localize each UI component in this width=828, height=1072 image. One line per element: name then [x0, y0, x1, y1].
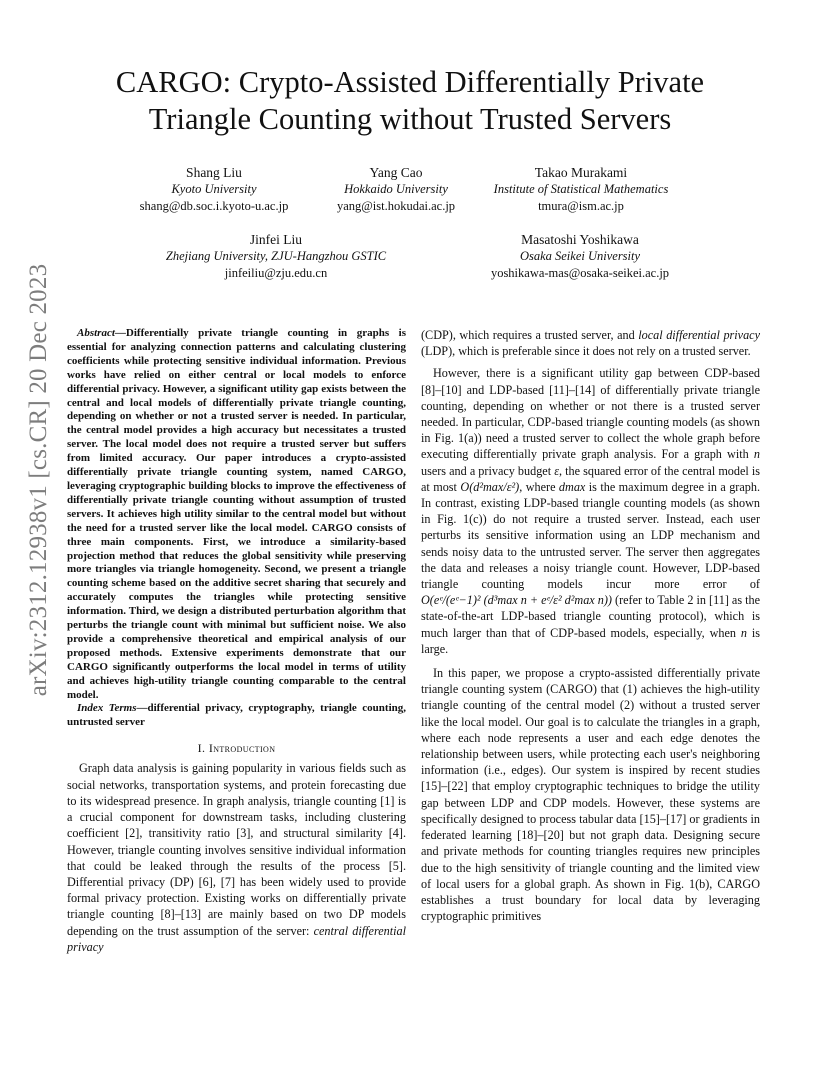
intro-text: Graph data analysis is gaining popularity in various fields such as social networks, transportation systems, and protein forecasting due to its widespread presence. In graph analysis, triangle counting [1] is a crucial component for downstream tasks, including clustering coefficient [2], transitivity ratio [3], and structural similarity [4]. However, triangle counting involves sensitive individual information that could be leaked through the results of the process [5]. Differential privacy (DP) [6], [7] has been widely used to provide formal privacy protection. Existing works on differentially private triangle counting [8]–[13] are mainly based on two DP models depending on the trust assumption of the server: — [67, 761, 406, 938]
para-text: , where — [519, 479, 559, 494]
arxiv-stamp — [18, 263, 60, 697]
continued-paragraph — [421, 327, 760, 359]
para-text: (CDP), which requires a trusted server, and — [421, 328, 639, 342]
proposal-paragraph — [421, 665, 760, 924]
intro-emphasis: central differential privacy — [67, 923, 407, 954]
math-epsilon: ε — [554, 463, 560, 478]
author-block-4 — [166, 231, 386, 282]
author-affiliation: Zhejiang University, ZJU-Hangzhou GSTIC — [165, 249, 387, 263]
abstract-label: Abstract — [77, 327, 115, 339]
author-name: Shang Liu — [186, 165, 242, 180]
para-emphasis: local differential privacy — [638, 328, 761, 342]
utility-gap-paragraph — [421, 365, 760, 657]
author-affiliation: Osaka Seikei University — [519, 249, 641, 263]
section-heading — [67, 740, 406, 756]
author-email[interactable]: tmura@ism.ac.jp — [538, 199, 624, 213]
index-terms-text: —differential privacy, cryptography, triangle counting, untrusted server — [67, 702, 407, 729]
para-text: , the squared error of the central model is at most — [421, 463, 760, 494]
right-column — [421, 327, 760, 930]
para-text: users and a privacy budget — [421, 463, 555, 478]
para-text: is large. — [421, 625, 760, 656]
author-affiliation: Kyoto University — [171, 182, 257, 196]
author-block-5 — [491, 231, 669, 282]
author-block-2 — [337, 164, 455, 215]
para-text: (refer to Table 2 in [11] as the state-of-the-art LDP-based triangle counting protocol), which is much larger than that of CDP-based models, especially, when — [421, 593, 761, 640]
arxiv-identifier: arXiv:2312.12938v1 [cs.CR] 20 Dec 2023 — [25, 263, 52, 697]
math-n: n — [753, 447, 760, 462]
paper-title — [60, 64, 760, 138]
author-name: Jinfei Liu — [249, 232, 303, 247]
para-text: However, there is a significant utility gap between CDP-based [8]–[10] and LDP-based [11]–[14] of differentially private triangle counting, depending on whether or not there is a trusted server needed. In particular, CDP-based triangle counting models (as shown in Fig. 1(a)) need a trusted server to collect the whole graph before executing differentially private graph analysis. For a graph with — [421, 366, 760, 462]
title-line-2: Triangle Counting without Trusted Servers — [148, 102, 672, 136]
author-email[interactable]: jinfeiliu@zju.edu.cn — [224, 266, 328, 280]
abstract — [67, 327, 406, 702]
index-terms-label: Index Terms — [77, 702, 137, 715]
math-cdp-error: O(d²max/ε²) — [460, 479, 520, 494]
index-terms — [67, 702, 406, 730]
para-text: (LDP), which is preferable since it does not rely on a trusted server. — [421, 344, 751, 359]
title-line-1: CARGO: Crypto-Assisted Differentially Private — [115, 65, 705, 99]
math-n: n — [740, 625, 747, 640]
section-title: Introduction — [208, 741, 276, 756]
author-affiliation: Institute of Statistical Mathematics — [493, 182, 669, 196]
author-block-3 — [494, 164, 669, 215]
author-name: Takao Murakami — [534, 165, 628, 180]
author-email[interactable]: yoshikawa-mas@osaka-seikei.ac.jp — [490, 266, 670, 280]
left-column — [67, 327, 406, 961]
abstract-text: —Differentially private triangle counting in graphs is essential for analyzing connection patterns and calculating clustering coefficients while protecting sensitive individual information. Previous works have relied on either central or local models to enforce differential privacy. However, a significant utility gap exists between the central and local models of differentially private triangle counting, depending on whether or not a trusted server is needed. In particular, the central model provides a high accuracy but necessitates a trusted server. The local model does not require a trusted server but suffers from limited accuracy. Our paper introduces a crypto-assisted differentially private triangle counting system, named CARGO, leveraging cryptographic building blocks to improve the effectiveness of differentially private triangle counting without assumption of trusted servers. It achieves high utility similar to the central model but without the need for a trusted server like the local model. CARGO consists of three main components. First, we introduce a similarity-based projection method that reduces the global sensitivity while preserving more triangles via triangle homogeneity. Second, we present a triangle counting scheme based on the additive secret sharing that securely and accurately computes the triangles while protecting sensitive information. Third, we design a distributed perturbation algorithm that perturbs the triangle count with minimal but sufficient noise. We also provide a comprehensive theoretical and empirical analysis of our proposed methods. Extensive experiments demonstrate that our CARGO significantly outperforms the local model in terms of utility and achieves high-utility triangle counting comparable to the central model. — [67, 327, 406, 701]
math-dmax: dmax — [558, 479, 586, 494]
section-number: I. — [197, 741, 209, 756]
intro-paragraph-1 — [67, 760, 406, 954]
author-name: Masatoshi Yoshikawa — [521, 232, 639, 247]
math-ldp-error: O(eᵉ/(eᵉ−1)² (d³max n + eᵉ/ε² d²max n)) — [421, 593, 612, 608]
author-email[interactable]: yang@ist.hokudai.ac.jp — [336, 199, 456, 213]
author-affiliation: Hokkaido University — [344, 182, 448, 196]
author-email[interactable]: shang@db.soc.i.kyoto-u.ac.jp — [139, 199, 289, 213]
author-name: Yang Cao — [369, 165, 423, 180]
para-text: is the maximum degree in a graph. In contrast, existing LDP-based triangle counting models (as shown in Fig. 1(c)) do not require a trusted server. Instead, each user perturbs its sensitive information using an LDP mechanism and sends noisy data to the untrusted server. The server then aggregates the data and releases a noisy triangle count. However, LDP-based triangle counting models incur more error of — [421, 479, 761, 592]
para-text: In this paper, we propose a crypto-assisted differentially private triangle counting system (CARGO) that (1) achieves the high-utility triangle counting of the central model (2) without a trusted server like the local model. Our goal is to calculate the triangles in a graph, where each node represents a user and each edge denotes the relationship between users, while protecting each user's neighboring information (i.e., edges). Our system is inspired by recent studies [15]–[22] that employ cryptographic techniques to bridge the utility gap between LDP and CDP models. However, these systems are specifically designed to process tabular data [15]–[17] or gradients in federated learning [18]–[20] but not graph data. Designing secure and private methods for counting triangles requires new principles due to the high sensitivity of triangle counting and the limited view of local users for a global graph. As shown in Fig. 1(b), CARGO establishes a trust boundary for local data by leveraging cryptographic primitives — [421, 666, 760, 924]
author-block-1 — [140, 164, 289, 215]
